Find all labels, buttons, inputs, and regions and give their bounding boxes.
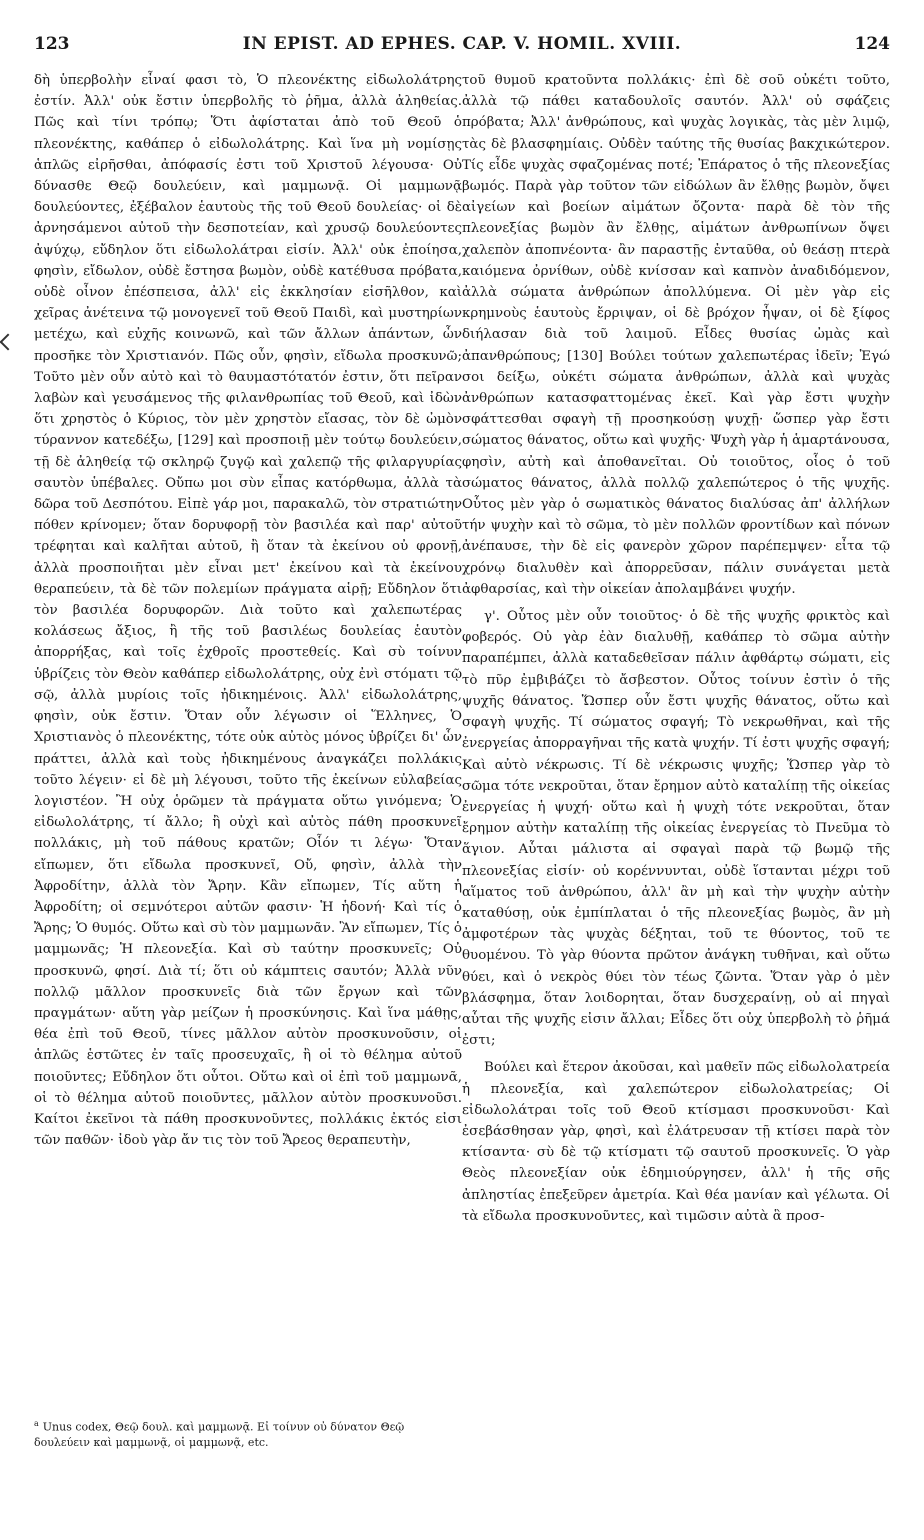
right-paragraph: Βούλει καὶ ἕτερον ἀκοῦσαι, καὶ μαθεῖν πῶς εἰδωλολατρεία ἡ πλεονεξία, καὶ χαλεπώτερον εἰδωλολατρείας; Οἱ εἰδωλολάτραι τοῖς τοῦ Θεοῦ κτίσμασι προσκυνοῦσι· Καὶ ἐσεβάσθησαν γὰρ, φησὶ, καὶ ἐλάτρευσαν τῇ κτίσει παρὰ τὸν κτίσαντα· σὺ δὲ τῷ κτίσματι τῷ σαυτοῦ προσκυνεῖς. Ὁ γὰρ Θεὸς πλεονεξίαν οὐκ ἐδημιούργησεν, ἀλλ' ἡ τῆς σῆς ἀπληστίας ἐπεξεῦρεν ἀμετρία. Καὶ θέα μανίαν καὶ γέλωτα. Οἱ τὰ εἴδωλα προσκυνοῦντες, καὶ τιμῶσιν αὐτὰ ἃ προσ-	[462, 1060, 890, 1224]
right-column	[462, 70, 890, 1470]
left-column	[34, 70, 462, 1470]
right-paragraph: γ'. Οὗτος μὲν οὖν τοιοῦτος· ὁ δὲ τῆς ψυχῆς φρικτὸς καὶ φοβερός. Οὐ γὰρ ἐὰν διαλυθῇ, καθάπερ τὸ σῶμα αὐτὴν παραπέμπει, ἀλλὰ καταδεθεῖσαν πάλιν ἀφθάρτῳ σώματι, εἰς τὸ πῦρ ἐμβιβάζει τὸ ἄσβεστον. Οὗτος τοίνυν ἐστὶν ὁ τῆς ψυχῆς θάνατος. Ὥσπερ οὖν ἔστι ψυχῆς θάνατος, οὕτω καὶ σφαγὴ ψυχῆς. Τί σώματος σφαγή; Τὸ νεκρωθῆναι, καὶ τῆς ἐνεργείας ἀπορραγῆναι τῆς κατὰ ψυχήν. Τί ἐστι ψυχῆς σφαγή; Καὶ αὐτὸ νέκρωσις. Τί δὲ νέκρωσις ψυχῆς; Ὥσπερ γὰρ τὸ σῶμα τότε νεκροῦται, ὅταν ἔρημον αὐτὸ καταλίπῃ τῆς οἰκείας ἐνεργείας ἡ ψυχή· οὕτω καὶ ἡ ψυχὴ τότε νεκροῦται, ὅταν ἔρημον αὐτὴν καταλίπῃ τῆς οἰκείας ἐνεργείας τὸ Πνεῦμα τὸ ἅγιον. Αὗται μάλιστα αἱ σφαγαὶ παρὰ τῷ βωμῷ τῆς πλεονεξίας εἰσίν· οὐ κορέννυνται, οὐδὲ ἵστανται μέχρι τοῦ αἵματος τοῦ ἀνθρώπου, ἀλλ' ἂν μὴ καὶ τὴν ψυχὴν αὐτὴν καταθύσῃ, οὐκ ἐμπίπλαται ὁ τῆς πλεονεξίας βωμὸς, ἂν μὴ ἀμφοτέρων τὰς ψυχὰς δέξηται, τοῦ τε θύοντος, τοῦ τε θυομένου. Τὸ γὰρ θύοντα πρῶτον ἀνάγκη τυθῆναι, καὶ οὕτω θύει, καὶ ὁ νεκρὸς θύει τὸν τέως ζῶντα. Ὅταν γὰρ ὁ μὲν βλάσφημα, ὅταν λοιδορηται, ὅταν δυσχεραίνῃ, οὐ αἱ πηγαὶ αὗται τῆς ψυχῆς εἰσιν ἄλλαι; Εἶδες ὅτι οὐχ ὑπερβολὴ τὸ ῥῆμά ἐστι;	[462, 609, 890, 1049]
right-paragraph: τοῦ θυμοῦ κρατοῦντα πολλάκις· ἐπὶ δὲ σοῦ οὐκέτι τοῦτο, ἀλλὰ τῷ πάθει καταδουλοῖς σαυτόν. Ἀλλ' οὐ σφάζεις πρόβατα; Ἀλλ' ἀνθρώπους, καὶ ψυχὰς λογικὰς, τὰς μὲν λιμῷ, τὰς δὲ βλασφημίαις. Οὐδὲν ταύτης τῆς θυσίας βακχικώτερον. Τίς εἶδε ψυχὰς σφαζομένας ποτέ; Ἐπάρατος ὁ τῆς πλεονεξίας βωμός. Παρὰ γὰρ τοῦτον τῶν εἰδώλων ἂν ἔλθῃς βωμὸν, ὄψει αἰγείων καὶ βοείων αἱμάτων ὄζοντα· παρὰ δὲ τὸν τῆς πλεονεξίας βωμὸν ἂν ἔλθῃς, αἱμάτων ἀνθρωπίνων ὄψει χαλεπὸν ἀποπνέοντα· ἂν παραστῇς ἐνταῦθα, οὐ θεάσῃ πτερὰ καιόμενα ὀρνίθων, οὐδὲ κνίσσαν καὶ καπνὸν ἀναδιδόμενον, ἀλλὰ σώματα ἀνθρώπων ἀπολλύμενα. Οἱ μὲν γὰρ εἰς κρημνοὺς ἑαυτοὺς ἔρριψαν, οἱ δὲ βρόχον ἧψαν, οἱ δὲ ξίφος διήλασαν διὰ τοῦ λαιμοῦ. Εἶδες θυσίας ὠμὰς καὶ ἀπανθρώπους; [130] Βούλει τούτων χαλεπωτέρας ἰδεῖν; Ἐγώ σοι δείξω, οὐκέτι σώματα ἀνθρώπων, ἀλλὰ καὶ ψυχὰς ἀνθρώπων κατασφαττομένας ἐκεῖ. Καὶ γὰρ ἔστι ψυχὴν σφάττεσθαι σφαγὴ τῇ προσηκούσῃ ψυχῇ· ὥσπερ γὰρ ἔστι σώματος θάνατος, οὕτω καὶ ψυχῆς· Ψυχὴ γὰρ ἡ ἁμαρτάνουσα, φησὶν, αὐτὴ καὶ ἀποθανεῖται. Οὐ τοιοῦτος, οἷος ὁ τοῦ σώματος θάνατος, ἀλλὰ πολλῷ χαλεπώτερος ὁ τῆς ψυχῆς. Οὗτος μὲν γὰρ ὁ σωματικὸς θάνατος διαλύσας ἀπ' ἀλλήλων τήν ψυχὴν καὶ τὸ σῶμα, τὸ μὲν πολλῶν φροντίδων καὶ πόνων ἀνέπαυσε, τὴν δὲ εἰς φανερὸν χῶρον παρέπεμψεν· εἶτα τῷ χρόνῳ διαλυθὲν καὶ ἀπορρεῦσαν, πάλιν συνάγεται μετὰ ἀφθαρσίας, καὶ τὴν οἰκείαν ἀπολαμβάνει ψυχήν.	[462, 73, 890, 597]
page-header	[34, 34, 890, 60]
right-page-number: 124	[854, 34, 890, 54]
footnote	[34, 1416, 454, 1450]
footnote-mark: a	[34, 1419, 39, 1428]
running-title: IN EPIST. AD EPHES. CAP. V. HOMIL. XVIII.	[242, 34, 682, 54]
margin-mark-icon	[0, 334, 16, 351]
left-page-number: 123	[34, 34, 70, 54]
left-paragraph: δὴ ὑπερβολὴν εἶναί φασι τὸ, Ὁ πλεονέκτης εἰδωλολάτρης ἐστίν. Ἀλλ' οὐκ ἔστιν ὑπερβολῆς τὸ ῥῆμα, ἀλλὰ ἀληθείας. Πῶς καὶ τίνι τρόπῳ; Ὅτι ἀφίσταται ἀπὸ τοῦ Θεοῦ ὁ πλεονέκτης, καθάπερ ὁ εἰδωλολάτρης. Καὶ ἵνα μὴ νομίσῃς ἁπλῶς εἰρῆσθαι, ἀπόφασίς ἐστι τοῦ Χριστοῦ λέγουσα· Οὐ δύνασθε Θεῷ δουλεύειν, καὶ μαμμωνᾷ. Οἱ μαμμωνᾷ δουλεύοντες, ἐξέβαλον ἑαυτοὺς τῆς τοῦ Θεοῦ δουλείας· οἱ δὲ ἀρνησάμενοι αὐτοῦ τὴν δεσποτείαν, καὶ χρυσῷ δουλεύοντες ἀψύχῳ, εὔδηλον ὅτι εἰδωλολάτραι εἰσίν. Ἀλλ' οὐκ ἐποίησα, φησὶν, εἴδωλον, οὐδὲ ἔστησα βωμὸν, οὐδὲ κατέθυσα πρόβατα, οὐδὲ οἶνον ἐπέσπεισα, ἀλλ' εἰς ἐκκλησίαν εἰσῆλθον, καὶ χεῖρας ἀνέτεινα τῷ μονογενεῖ τοῦ Θεοῦ Παιδὶ, καὶ μυστηρίων μετέχω, καὶ εὐχῆς κοινωνῶ, καὶ τῶν ἄλλων ἁπάντων, ὧν προσῆκε τὸν Χριστιανόν. Πῶς οὖν, φησὶν, εἴδωλα προσκυνῶ; Τοῦτο μὲν οὖν αὐτὸ καὶ τὸ θαυμαστότατόν ἐστιν, ὅτι πεῖραν λαβὼν καὶ γευσάμενος τῆς φιλανθρωπίας τοῦ Θεοῦ, καὶ ἰδὼν ὅτι χρηστὸς ὁ Κύριος, τὸν μὲν χρηστὸν εἴασας, τὸν δὲ ὠμὸν τύραννον κατεδέξω, [129] καὶ προσποιῇ μὲν τούτῳ δουλεύειν, τῇ δὲ ἀληθείᾳ τῷ σκληρῷ ζυγῷ καὶ χαλεπῷ τῆς φιλαργυρίας σαυτὸν ὑπέβαλες. Οὔπω μοι σὺν εἶπας κατόρθωμα, ἀλλὰ τὰ δῶρα τοῦ Δεσπότου. Εἰπὲ γάρ μοι, παρακαλῶ, τὸν στρατιώτην πόθεν κρίνομεν; ὅταν δορυφορῇ τὸν βασιλέα καὶ παρ' αὐτοῦ τρέφηται καὶ καλῆται αὐτοῦ, ἢ ὅταν τὰ ἐκείνου οὐ φρονῇ, ἀλλὰ προσποιῆται μὲν εἶναι μετ' ἐκείνου καὶ τὰ ἐκείνου θεραπεύειν, τὰ δὲ τῶν πολεμίων πράγματα αἱρῇ; Εὔδηλον ὅτι τὸν βασιλέα δορυφορῶν. Διὰ τοῦτο καὶ χαλεπωτέρας κολάσεως ἄξιος, ἢ τῆς τοῦ βασιλέως δουλείας ἑαυτὸν ἀπορρήξας, καὶ τοῖς ἐχθροῖς προστεθείς. Καὶ σὺ τοίνυν ὑβρίζεις τὸν Θεὸν καθάπερ εἰδωλολάτρης, οὐχ ἐνὶ στόματι τῷ σῷ, ἀλλὰ μυρίοις τοῖς ἠδικημένοις. Ἀλλ' εἰδωλολάτρης, φησὶν, οὐκ ἔστιν. Ὅταν οὖν λέγωσιν οἱ Ἕλληνες, Ὁ Χριστιανὸς ὁ πλεονέκτης, τότε οὐκ αὐτὸς μόνος ὑβρίζει δι' ὧν πράττει, ἀλλὰ καὶ τοὺς ἠδικημένους ἀναγκάζει πολλάκις τοῦτο λέγειν· εἰ δὲ μὴ λέγουσι, τοῦτο τῆς ἐκείνων εὐλαβείας λογιστέον. Ἢ οὐχ ὁρῶμεν τὰ πράγματα οὕτω γινόμενα; Ὁ εἰδωλολάτρης, τί ἄλλο; ἢ οὐχὶ καὶ αὐτὸς πάθη προσκυνεῖ πολλάκις, μὴ τοῦ πάθους κρατῶν; Οἷόν τι λέγω· Ὅταν εἴπωμεν, ὅτι εἴδωλα προσκυνεῖ, Οὔ, φησὶν, ἀλλὰ τὴν Ἀφροδίτην, ἀλλὰ τὸν Ἄρην. Κἂν εἴπωμεν, Τίς αὕτη ἡ Ἀφροδίτη; οἱ σεμνότεροι αὐτῶν φασιν· Ἡ ἡδονή· Καὶ τίς ὁ Ἄρης; Ὁ θυμός. Οὕτω καὶ σὺ τὸν μαμμωνᾶν. Ἂν εἴπωμεν, Τίς ὁ μαμμωνᾶς; Ἡ πλεονεξία. Καὶ σὺ ταύτην προσκυνεῖς; Οὐ προσκυνῶ, φησί. Διὰ τί; ὅτι οὐ κάμπτεις σαυτόν; Ἀλλὰ νῦν πολλῷ μᾶλλον προσκυνεῖς διὰ τῶν ἔργων καὶ τῶν πραγμάτων· αὕτη γὰρ μείζων ἡ προσκύνησις. Καὶ ἵνα μάθῃς, θέα ἐπὶ τοῦ Θεοῦ, τίνες μᾶλλον αὐτὸν προσκυνοῦσιν, οἱ ἁπλῶς ἑστῶτες ἐν ταῖς προσευχαῖς, ἢ οἱ τὸ θέλημα αὐτοῦ ποιοῦντες; Εὔδηλον ὅτι οὗτοι. Οὕτω καὶ οἱ ἐπὶ τοῦ μαμμωνᾶ, οἱ τὸ θέλημα αὐτοῦ ποιοῦντες, μᾶλλον αὐτὸν προσκυνοῦσι. Καίτοι ἐκεῖνοι τὰ πάθη προσκυνοῦντες, πολλάκις ἐκτός εἰσι τῶν παθῶν· ἰδοὺ γὰρ ἄν τις τὸν τοῦ Ἄρεος θεραπευτὴν,	[34, 73, 462, 1149]
footnote-text: Unus codex, Θεῷ δουλ. καὶ μαμμωνᾷ. Εἰ τοίνυν οὐ δύνατον Θεῷ δουλεύειν καὶ μαμμωνᾷ, οἱ μαμμωνᾷ, etc.	[34, 1420, 405, 1449]
